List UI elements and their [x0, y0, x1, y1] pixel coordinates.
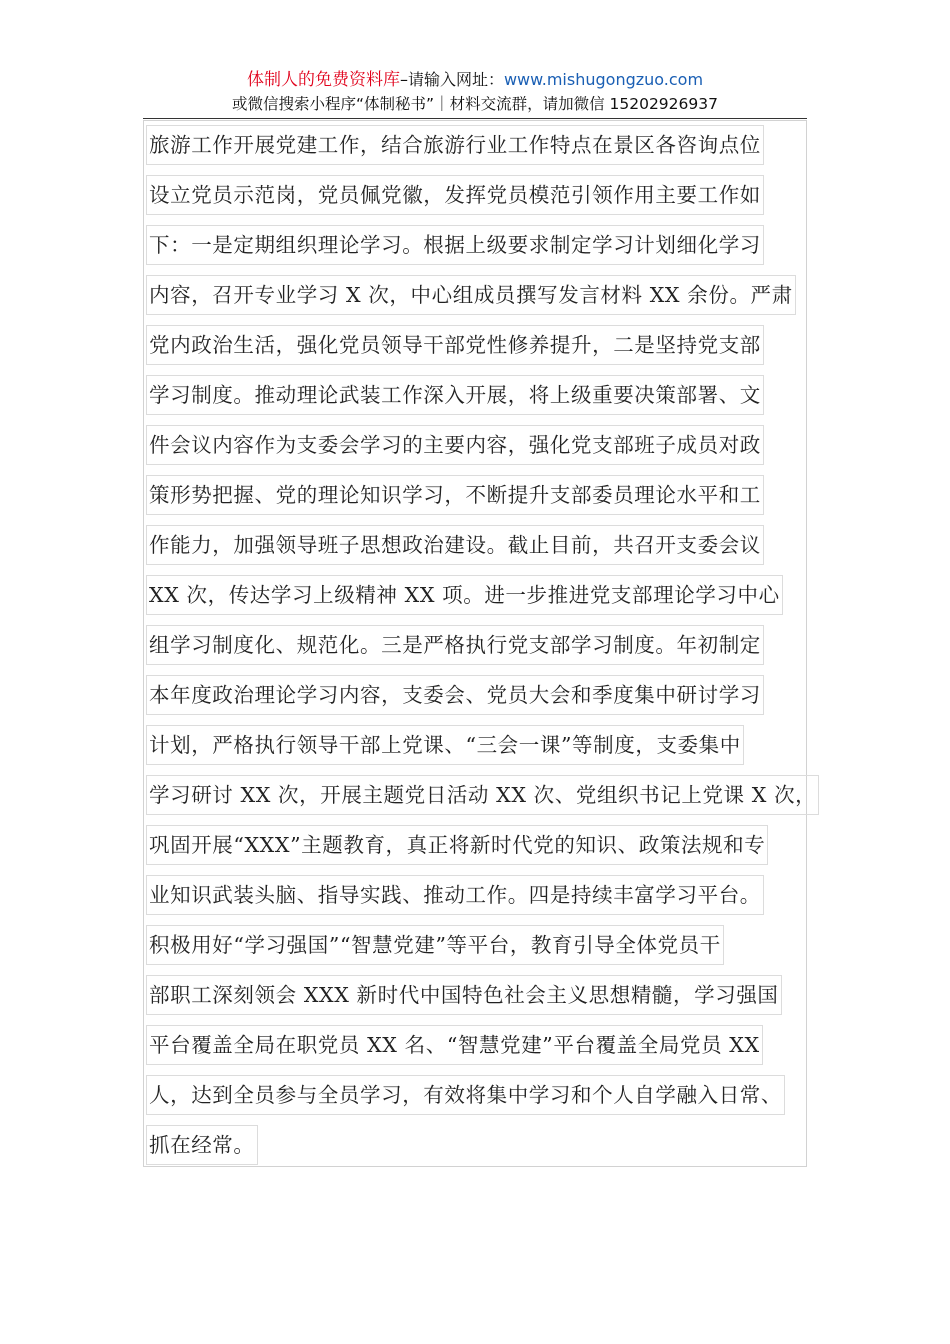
text-line: 旅游工作开展党建工作，结合旅游行业工作特点在景区各咨询点位 — [146, 125, 764, 165]
text-line: 党内政治生活，强化党员领导干部党性修养提升，二是坚持党支部 — [146, 325, 764, 365]
text-line: 下：一是定期组织理论学习。根据上级要求制定学习计划细化学习 — [146, 225, 764, 265]
text-line: 组学习制度化、规范化。三是严格执行党支部学习制度。年初制定 — [146, 625, 764, 665]
header-line-1 — [0, 68, 950, 92]
text-line: 设立党员示范岗，党员佩党徽，发挥党员模范引领作用主要工作如 — [146, 175, 764, 215]
url-prompt: –请输入网址： — [399, 70, 504, 89]
text-line: 积极用好“学习强国”“智慧党建”等平台，教育引导全体党员干 — [146, 925, 724, 965]
text-line: 内容，召开专业学习 X 次，中心组成员撰写发言材料 XX 余份。严肃 — [146, 275, 796, 315]
document-header — [0, 68, 950, 116]
text-line: 计划，严格执行领导干部上党课、“三会一课”等制度，支委集中 — [146, 725, 744, 765]
text-line: 作能力，加强领导班子思想政治建设。截止目前，共召开支委会议 — [146, 525, 764, 565]
site-url-link[interactable]: www.mishugongzuo.com — [503, 70, 704, 89]
text-line: 件会议内容作为支委会学习的主要内容，强化党支部班子成员对政 — [146, 425, 764, 465]
text-line: 业知识武装头脑、指导实践、推动工作。四是持续丰富学习平台。 — [146, 875, 764, 915]
text-line: 策形势把握、党的理论知识学习，不断提升支部委员理论水平和工 — [146, 475, 764, 515]
site-name: 体制人的免费资料库 — [246, 70, 400, 90]
text-line: 部职工深刻领会 XXX 新时代中国特色社会主义思想精髓，学习强国 — [146, 975, 782, 1015]
text-line: 本年度政治理论学习内容，支委会、党员大会和季度集中研讨学习 — [146, 675, 764, 715]
text-line: XX 次，传达学习上级精神 XX 项。进一步推进党支部理论学习中心 — [146, 575, 783, 615]
text-line: 学习制度。推动理论武装工作深入开展，将上级重要决策部署、文 — [146, 375, 764, 415]
header-divider — [143, 118, 807, 119]
text-line: 平台覆盖全局在职党员 XX 名、“智慧党建”平台覆盖全局党员 XX — [146, 1025, 763, 1065]
text-line: 学习研讨 XX 次，开展主题党日活动 XX 次、党组织书记上党课 X 次， — [146, 775, 819, 815]
header-line-2: 或微信搜索小程序“体制秘书”｜材料交流群，请加微信 15202926937 — [232, 95, 718, 113]
text-line: 人，达到全员参与全员学习，有效将集中学习和个人自学融入日常、 — [146, 1075, 785, 1115]
text-line: 抓在经常。 — [146, 1125, 258, 1165]
text-line: 巩固开展“XXX”主题教育，真正将新时代党的知识、政策法规和专 — [146, 825, 768, 865]
